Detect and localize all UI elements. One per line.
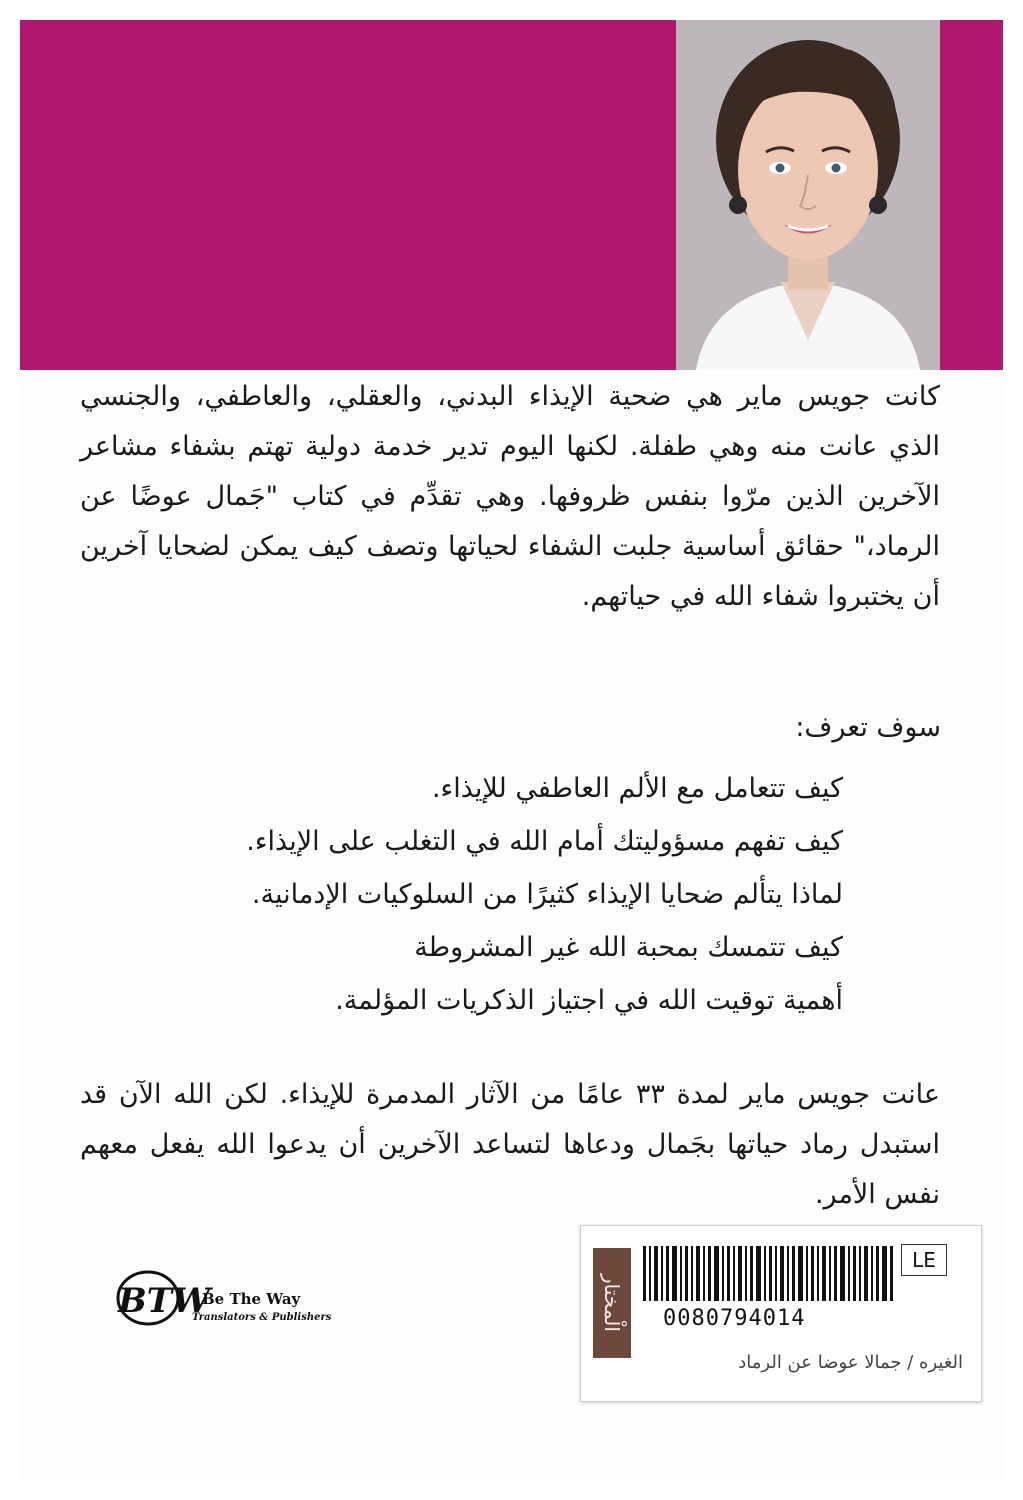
price-sticker xyxy=(580,1225,982,1402)
closing-paragraph: عانت جويس ماير لمدة ٣٣ عامًا من الآثار المدمرة للإيذاء. لكن الله الآن قد استبدل رماد حياتها بجَمال ودعاها لتساعد الآخرين أن يدعوا الله يفعل معهم نفس الأمر. xyxy=(80,1079,940,1210)
list-item: كيف تفهم مسؤوليتك أمام الله في التغلب على الإيذاء. xyxy=(246,826,843,857)
publisher-name: Be The Way xyxy=(202,1290,301,1308)
publisher-logo-text: BTW xyxy=(118,1281,211,1321)
list-item: أهمية توقيت الله في اجتياز الذكريات المؤلمة. xyxy=(335,985,843,1016)
list-item: كيف تتعامل مع الألم العاطفي للإيذاء. xyxy=(431,773,843,804)
btw-logo-icon xyxy=(110,1260,211,1330)
publisher-logo xyxy=(110,1260,370,1340)
learn-heading: سوف تعرف: xyxy=(795,712,941,743)
barcode-icon xyxy=(643,1246,893,1301)
publisher-tagline: Translators & Publishers xyxy=(192,1312,332,1323)
barcode-number: 0080794014 xyxy=(663,1306,806,1331)
description-paragraph: كانت جويس ماير هي ضحية الإيذاء البدني، والعقلي، والعاطفي، والجنسي الذي عانت منه وهي طفلة. لكنها اليوم تدير خدمة دولية تهتم بشفاء مشاعر الآخرين الذين مرّوا بنفس ظروفها. وهي تقدِّم في كتاب "جَمال عوضًا عن الرماد،" حقائق أساسية جلبت الشفاء لحياتها وتصف كيف يمكن لضحايا آخرين أن يختبروا شفاء الله في حياتهم. xyxy=(80,381,940,612)
list-item: لماذا يتألم ضحايا الإيذاء كثيرًا من السلوكيات الإدمانية. xyxy=(251,879,843,910)
list-item: كيف تتمسك بمحبة الله غير المشروطة xyxy=(414,932,843,963)
learning-points-list xyxy=(143,762,843,1027)
store-label: الْمختار xyxy=(593,1248,631,1358)
sticker-book-title: الغيره / جمالا عوضا عن الرماد xyxy=(738,1352,963,1373)
author-photo xyxy=(676,20,940,370)
author-portrait-illustration xyxy=(676,20,940,370)
price-code-badge: LE xyxy=(901,1244,947,1276)
